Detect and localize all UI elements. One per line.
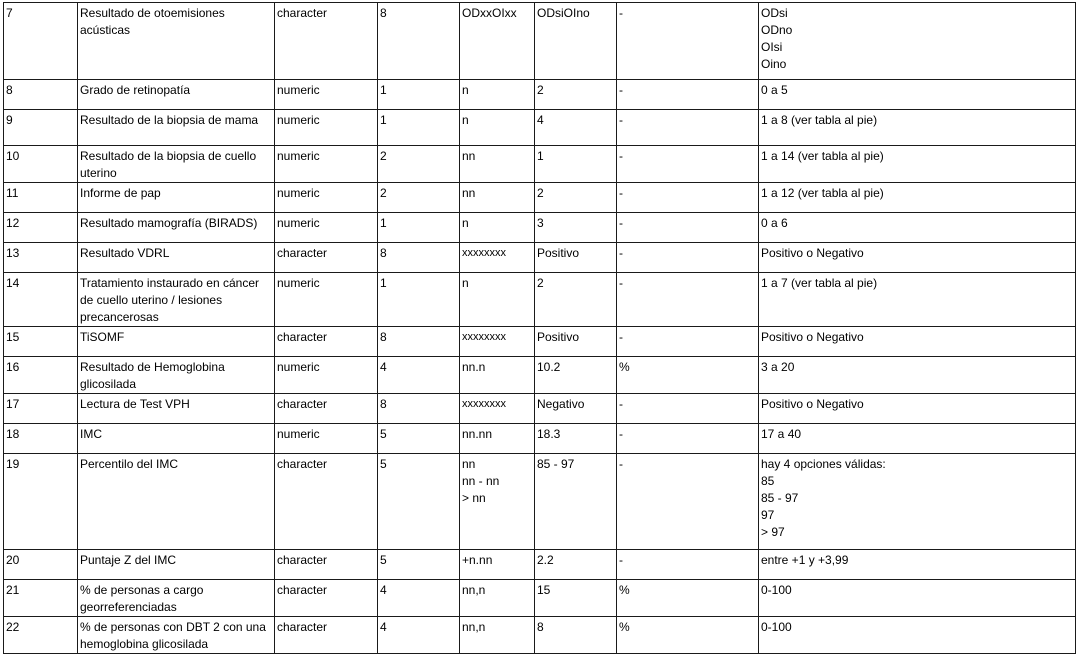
unit-cell[interactable]: %	[617, 357, 759, 394]
data-type-cell[interactable]: numeric	[275, 213, 378, 243]
format-cell[interactable]: n	[460, 110, 535, 146]
valid-range-cell[interactable]: 1 a 8 (ver tabla al pie)	[759, 110, 1076, 146]
length-cell[interactable]: 1	[378, 213, 460, 243]
table-row	[4, 394, 1076, 424]
table-row	[4, 580, 1076, 617]
format-cell[interactable]: +n.nn	[460, 550, 535, 580]
cell-line: Oino	[761, 57, 787, 71]
spreadsheet-table-container	[3, 2, 1075, 654]
length-cell[interactable]: 1	[378, 80, 460, 110]
format-cell[interactable]: nn.n	[460, 357, 535, 394]
format-cell[interactable]: nn	[460, 183, 535, 213]
valid-range-cell[interactable]: 3 a 20	[759, 357, 1076, 394]
unit-cell[interactable]: -	[617, 550, 759, 580]
description-cell[interactable]: TiSOMF	[78, 327, 275, 357]
data-type-cell[interactable]: character	[275, 580, 378, 617]
table-row	[4, 243, 1076, 273]
format-cell[interactable]: n	[460, 273, 535, 327]
description-cell[interactable]: Informe de pap	[78, 183, 275, 213]
row-number-cell[interactable]: 10	[4, 146, 78, 183]
format-cell[interactable]: nn,n	[460, 580, 535, 617]
table-row	[4, 146, 1076, 183]
format-cell[interactable]: nn,n	[460, 617, 535, 654]
valid-range-cell[interactable]	[759, 454, 1076, 550]
description-cell[interactable]: Percentilo del IMC	[78, 454, 275, 550]
description-cell[interactable]: Resultado VDRL	[78, 243, 275, 273]
data-type-cell[interactable]: numeric	[275, 424, 378, 454]
format-cell[interactable]: nn	[460, 146, 535, 183]
format-cell[interactable]: xxxxxxxx	[460, 327, 535, 357]
length-cell[interactable]: 5	[378, 454, 460, 550]
data-type-cell[interactable]: character	[275, 394, 378, 424]
description-cell[interactable]: % de personas con DBT 2 con una hemoglobina glicosilada	[78, 617, 275, 654]
data-type-cell[interactable]: numeric	[275, 146, 378, 183]
unit-cell[interactable]: -	[617, 394, 759, 424]
example-cell[interactable]: 1	[535, 146, 617, 183]
unit-cell[interactable]: -	[617, 424, 759, 454]
length-cell[interactable]: 5	[378, 550, 460, 580]
format-cell[interactable]: xxxxxxxx	[460, 243, 535, 273]
unit-cell[interactable]: -	[617, 146, 759, 183]
description-cell[interactable]: % de personas a cargo georreferenciadas	[78, 580, 275, 617]
data-type-cell[interactable]: character	[275, 617, 378, 654]
cell-line: 85 - 97	[761, 491, 799, 505]
table-row	[4, 110, 1076, 146]
row-number-cell[interactable]: 15	[4, 327, 78, 357]
row-number-cell[interactable]: 21	[4, 580, 78, 617]
row-number-cell[interactable]: 14	[4, 273, 78, 327]
data-type-cell[interactable]: character	[275, 327, 378, 357]
description-cell[interactable]: Puntaje Z del IMC	[78, 550, 275, 580]
valid-range-cell[interactable]: 0-100	[759, 580, 1076, 617]
cell-line: > 97	[761, 525, 785, 539]
row-number-cell[interactable]: 7	[4, 3, 78, 80]
length-cell[interactable]: 1	[378, 110, 460, 146]
data-type-cell[interactable]: numeric	[275, 110, 378, 146]
valid-range-cell[interactable]: Positivo o Negativo	[759, 243, 1076, 273]
example-cell[interactable]: 8	[535, 617, 617, 654]
unit-cell[interactable]: -	[617, 243, 759, 273]
example-cell[interactable]: 15	[535, 580, 617, 617]
table-body	[4, 3, 1076, 654]
data-type-cell[interactable]: character	[275, 243, 378, 273]
table-row	[4, 454, 1076, 550]
table-row	[4, 357, 1076, 394]
description-cell[interactable]: Resultado de otoemisiones acústicas	[78, 3, 275, 80]
valid-range-cell[interactable]: 1 a 12 (ver tabla al pie)	[759, 183, 1076, 213]
valid-range-cell[interactable]: 1 a 7 (ver tabla al pie)	[759, 273, 1076, 327]
unit-cell[interactable]: -	[617, 454, 759, 550]
cell-line: > nn	[462, 491, 486, 505]
data-type-cell[interactable]: numeric	[275, 273, 378, 327]
unit-cell[interactable]: -	[617, 3, 759, 80]
data-type-cell[interactable]: character	[275, 454, 378, 550]
valid-range-cell[interactable]: 0 a 5	[759, 80, 1076, 110]
unit-cell[interactable]: -	[617, 183, 759, 213]
valid-range-cell[interactable]: Positivo o Negativo	[759, 394, 1076, 424]
valid-range-cell[interactable]: entre +1 y +3,99	[759, 550, 1076, 580]
length-cell[interactable]: 2	[378, 146, 460, 183]
unit-cell[interactable]: -	[617, 110, 759, 146]
data-type-cell[interactable]: numeric	[275, 183, 378, 213]
length-cell[interactable]: 4	[378, 580, 460, 617]
example-cell[interactable]: 2	[535, 273, 617, 327]
description-cell[interactable]: Tratamiento instaurado en cáncer de cuello uterino / lesiones precancerosas	[78, 273, 275, 327]
row-number-cell[interactable]: 13	[4, 243, 78, 273]
cell-line: OIsi	[761, 40, 783, 54]
example-cell[interactable]: 85 - 97	[535, 454, 617, 550]
table-row	[4, 213, 1076, 243]
unit-cell[interactable]: -	[617, 80, 759, 110]
row-number-cell[interactable]: 11	[4, 183, 78, 213]
example-cell[interactable]: 2	[535, 80, 617, 110]
format-cell[interactable]: xxxxxxxx	[460, 394, 535, 424]
table-row	[4, 3, 1076, 80]
example-cell[interactable]: 3	[535, 213, 617, 243]
valid-range-cell[interactable]: 1 a 14 (ver tabla al pie)	[759, 146, 1076, 183]
length-cell[interactable]: 5	[378, 424, 460, 454]
valid-range-cell[interactable]: Positivo o Negativo	[759, 327, 1076, 357]
data-type-cell[interactable]: numeric	[275, 357, 378, 394]
valid-range-cell[interactable]	[759, 3, 1076, 80]
cell-line: nn	[462, 457, 476, 471]
example-cell[interactable]: Positivo	[535, 243, 617, 273]
example-cell[interactable]: Negativo	[535, 394, 617, 424]
row-number-cell[interactable]: 17	[4, 394, 78, 424]
format-cell[interactable]: n	[460, 80, 535, 110]
row-number-cell[interactable]: 20	[4, 550, 78, 580]
description-cell[interactable]: IMC	[78, 424, 275, 454]
description-cell[interactable]: Resultado mamografía (BIRADS)	[78, 213, 275, 243]
description-cell[interactable]: Resultado de la biopsia de cuello uterino	[78, 146, 275, 183]
example-cell[interactable]: 18.3	[535, 424, 617, 454]
format-cell[interactable]: nn.nn	[460, 424, 535, 454]
data-type-cell[interactable]: character	[275, 3, 378, 80]
length-cell[interactable]: 8	[378, 243, 460, 273]
row-number-cell[interactable]: 22	[4, 617, 78, 654]
cell-line: 85	[761, 474, 775, 488]
row-number-cell[interactable]: 9	[4, 110, 78, 146]
cell-line: ODsi	[761, 6, 788, 20]
format-cell[interactable]: ODxxOIxx	[460, 3, 535, 80]
length-cell[interactable]: 8	[378, 327, 460, 357]
format-cell[interactable]	[460, 454, 535, 550]
unit-cell[interactable]: -	[617, 327, 759, 357]
row-number-cell[interactable]: 8	[4, 80, 78, 110]
cell-line: 97	[761, 508, 775, 522]
example-cell[interactable]: 2	[535, 183, 617, 213]
table-row	[4, 424, 1076, 454]
length-cell[interactable]: 4	[378, 617, 460, 654]
valid-range-cell[interactable]: 0-100	[759, 617, 1076, 654]
table-row	[4, 273, 1076, 327]
length-cell[interactable]: 8	[378, 394, 460, 424]
description-cell[interactable]: Resultado de Hemoglobina glicosilada	[78, 357, 275, 394]
valid-range-cell[interactable]: 0 a 6	[759, 213, 1076, 243]
example-cell[interactable]: Positivo	[535, 327, 617, 357]
row-number-cell[interactable]: 16	[4, 357, 78, 394]
example-cell[interactable]: 10.2	[535, 357, 617, 394]
length-cell[interactable]: 4	[378, 357, 460, 394]
unit-cell[interactable]: -	[617, 273, 759, 327]
table-row	[4, 183, 1076, 213]
row-number-cell[interactable]: 12	[4, 213, 78, 243]
table-row	[4, 80, 1076, 110]
data-type-cell[interactable]: numeric	[275, 80, 378, 110]
length-cell[interactable]: 2	[378, 183, 460, 213]
description-cell[interactable]: Resultado de la biopsia de mama	[78, 110, 275, 146]
data-type-cell[interactable]: character	[275, 550, 378, 580]
unit-cell[interactable]: %	[617, 580, 759, 617]
length-cell[interactable]: 1	[378, 273, 460, 327]
unit-cell[interactable]: %	[617, 617, 759, 654]
cell-line: ODno	[761, 23, 793, 37]
format-cell[interactable]: n	[460, 213, 535, 243]
length-cell[interactable]: 8	[378, 3, 460, 80]
example-cell[interactable]: ODsiOIno	[535, 3, 617, 80]
table-row	[4, 617, 1076, 654]
description-cell[interactable]: Lectura de Test VPH	[78, 394, 275, 424]
example-cell[interactable]: 2.2	[535, 550, 617, 580]
row-number-cell[interactable]: 19	[4, 454, 78, 550]
row-number-cell[interactable]: 18	[4, 424, 78, 454]
table-row	[4, 327, 1076, 357]
valid-range-cell[interactable]: 17 a 40	[759, 424, 1076, 454]
table-row	[4, 550, 1076, 580]
cell-line: nn - nn	[462, 474, 500, 488]
variables-table	[3, 2, 1076, 654]
description-cell[interactable]: Grado de retinopatía	[78, 80, 275, 110]
cell-line: hay 4 opciones válidas:	[761, 457, 886, 471]
example-cell[interactable]: 4	[535, 110, 617, 146]
unit-cell[interactable]: -	[617, 213, 759, 243]
